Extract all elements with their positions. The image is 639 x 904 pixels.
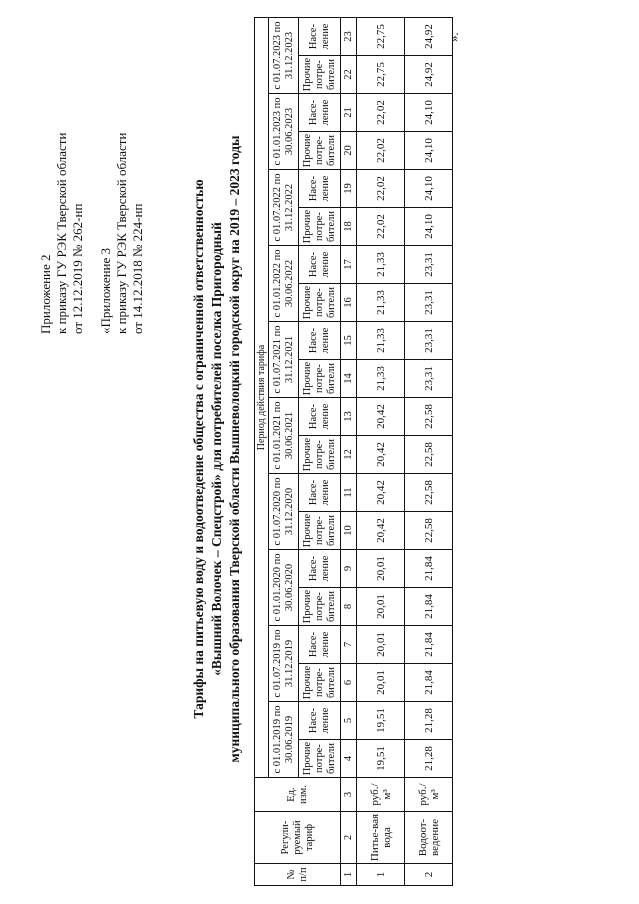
tariff-value: 22,58 <box>405 436 453 474</box>
consumer-other-header: Прочие потре-бители <box>299 360 341 398</box>
tariff-value: 21,84 <box>405 664 453 702</box>
consumer-other-header: Прочие потре-бители <box>299 436 341 474</box>
ref-appendix-line: «Приложение 3 <box>98 247 113 334</box>
column-number: 22 <box>341 56 357 94</box>
tariff-value: 23,31 <box>405 284 453 322</box>
consumer-population-header: Насе-ление <box>299 702 341 740</box>
column-number: 11 <box>341 474 357 512</box>
consumer-population-header: Насе-ление <box>299 322 341 360</box>
table-row <box>405 18 453 886</box>
period-header: с 01.01.2019 по 30.06.2019 <box>269 702 299 778</box>
unit-cell: руб./м³ <box>357 778 405 812</box>
column-number: 7 <box>341 626 357 664</box>
tariff-value: 21,33 <box>357 284 405 322</box>
document-title-line: муниципального образования Тверской области Вышневолоцкий городской округ на 2019 – 2023 годы <box>227 135 242 763</box>
consumer-other-header: Прочие потре-бители <box>299 208 341 246</box>
tariff-value: 21,33 <box>357 246 405 284</box>
consumer-population-header: Насе-ление <box>299 550 341 588</box>
document-title-line: «Вышний Волочек – Спецстрой» для потребителей поселка Пригородный <box>209 222 224 676</box>
consumer-header-row <box>299 18 341 886</box>
tariff-value: 21,84 <box>405 550 453 588</box>
column-number: 14 <box>341 360 357 398</box>
column-number: 23 <box>341 18 357 56</box>
period-header: с 01.01.2022 по 30.06.2022 <box>269 246 299 322</box>
column-number: 17 <box>341 246 357 284</box>
col-no-header: № п/п <box>255 864 341 886</box>
tariff-value: 21,84 <box>405 588 453 626</box>
column-number: 19 <box>341 170 357 208</box>
document-title-line: Тарифы на питьевую воду и водоотведение общества с ограниченной ответственностью <box>191 179 206 719</box>
column-number: 16 <box>341 284 357 322</box>
tariff-value: 21,28 <box>405 740 453 778</box>
column-number: 18 <box>341 208 357 246</box>
tariff-value: 24,92 <box>405 18 453 56</box>
tariff-value: 22,02 <box>357 170 405 208</box>
tariff-value: 22,58 <box>405 512 453 550</box>
period-header: с 01.07.2022 по 31.12.2022 <box>269 170 299 246</box>
reference-appendix-header <box>98 34 146 334</box>
consumer-population-header: Насе-ление <box>299 246 341 284</box>
column-number: 5 <box>341 702 357 740</box>
tariff-value: 24,92 <box>405 56 453 94</box>
column-number: 12 <box>341 436 357 474</box>
row-number: 2 <box>405 864 453 886</box>
column-number: 20 <box>341 132 357 170</box>
tariff-value: 20,01 <box>357 550 405 588</box>
unit-cell: руб./м³ <box>405 778 453 812</box>
column-number: 8 <box>341 588 357 626</box>
consumer-other-header: Прочие потре-бители <box>299 56 341 94</box>
tariff-value: 22,02 <box>357 94 405 132</box>
column-number: 4 <box>341 740 357 778</box>
period-header: с 01.07.2019 по 31.12.2019 <box>269 626 299 702</box>
tariff-value: 22,75 <box>357 18 405 56</box>
ref-appendix-line: от 14.12.2018 № 224-нп <box>130 203 145 334</box>
period-header: с 01.01.2023 по 30.06.2023 <box>269 94 299 170</box>
period-header: с 01.01.2020 по 30.06.2020 <box>269 550 299 626</box>
table-row <box>357 18 405 886</box>
tariff-value: 21,33 <box>357 322 405 360</box>
tariff-value: 21,84 <box>405 626 453 664</box>
closing-quote: ». <box>446 32 461 42</box>
col-unit-header: Ед. изм. <box>255 778 341 812</box>
tariff-value: 24,10 <box>405 170 453 208</box>
consumer-population-header: Насе-ление <box>299 398 341 436</box>
tariff-value: 21,28 <box>405 702 453 740</box>
tariff-value: 22,02 <box>357 132 405 170</box>
column-number: 13 <box>341 398 357 436</box>
period-header: с 01.07.2021 по 31.12.2021 <box>269 322 299 398</box>
column-number-row <box>341 18 357 886</box>
consumer-other-header: Прочие потре-бители <box>299 284 341 322</box>
tariff-value: 24,10 <box>405 94 453 132</box>
header-row <box>255 18 269 886</box>
tariff-value: 22,58 <box>405 474 453 512</box>
tariff-value: 23,31 <box>405 246 453 284</box>
tariff-value: 19,51 <box>357 740 405 778</box>
appendix-header <box>38 74 86 334</box>
appendix-line: от 12.12.2019 № 262-нп <box>70 203 85 334</box>
column-number: 3 <box>341 778 357 812</box>
column-number: 2 <box>341 812 357 864</box>
tariff-value: 20,42 <box>357 512 405 550</box>
column-number: 15 <box>341 322 357 360</box>
tariff-value: 22,02 <box>357 208 405 246</box>
tariff-table <box>254 17 453 886</box>
tariff-value: 23,31 <box>405 360 453 398</box>
column-number: 6 <box>341 664 357 702</box>
tariff-value: 19,51 <box>357 702 405 740</box>
consumer-population-header: Насе-ление <box>299 170 341 208</box>
column-number: 9 <box>341 550 357 588</box>
consumer-other-header: Прочие потре-бители <box>299 132 341 170</box>
tariff-value: 22,75 <box>357 56 405 94</box>
appendix-line: к приказу ГУ РЭК Тверской области <box>54 132 69 334</box>
consumer-population-header: Насе-ление <box>299 474 341 512</box>
tariff-value: 20,42 <box>357 398 405 436</box>
period-header-row <box>269 18 299 886</box>
consumer-other-header: Прочие потре-бители <box>299 588 341 626</box>
appendix-line: Приложение 2 <box>38 254 53 334</box>
tariff-value: 24,10 <box>405 132 453 170</box>
tariff-value: 20,42 <box>357 474 405 512</box>
consumer-population-header: Насе-ление <box>299 18 341 56</box>
period-header: с 01.07.2020 по 31.12.2020 <box>269 474 299 550</box>
consumer-other-header: Прочие потре-бители <box>299 512 341 550</box>
period-header: с 01.07.2023 по 31.12.2023 <box>269 18 299 94</box>
period-header: с 01.01.2021 по 30.06.2021 <box>269 398 299 474</box>
tariff-value: 20,01 <box>357 626 405 664</box>
tariff-name: Питье-вая вода <box>357 812 405 864</box>
tariff-value: 20,01 <box>357 664 405 702</box>
col-tariff-header: Регули-руемый тариф <box>255 812 341 864</box>
tariff-name: Водоот-ведение <box>405 812 453 864</box>
tariff-value: 20,01 <box>357 588 405 626</box>
consumer-population-header: Насе-ление <box>299 94 341 132</box>
ref-appendix-line: к приказу ГУ РЭК Тверской области <box>114 132 129 334</box>
period-title-header: Период действия тарифа <box>255 18 269 778</box>
consumer-other-header: Прочие потре-бители <box>299 664 341 702</box>
row-number: 1 <box>357 864 405 886</box>
tariff-value: 21,33 <box>357 360 405 398</box>
consumer-population-header: Насе-ление <box>299 626 341 664</box>
tariff-value: 22,58 <box>405 398 453 436</box>
column-number: 21 <box>341 94 357 132</box>
column-number: 1 <box>341 864 357 886</box>
column-number: 10 <box>341 512 357 550</box>
consumer-other-header: Прочие потре-бители <box>299 740 341 778</box>
tariff-value: 20,42 <box>357 436 405 474</box>
tariff-value: 24,10 <box>405 208 453 246</box>
tariff-value: 23,31 <box>405 322 453 360</box>
